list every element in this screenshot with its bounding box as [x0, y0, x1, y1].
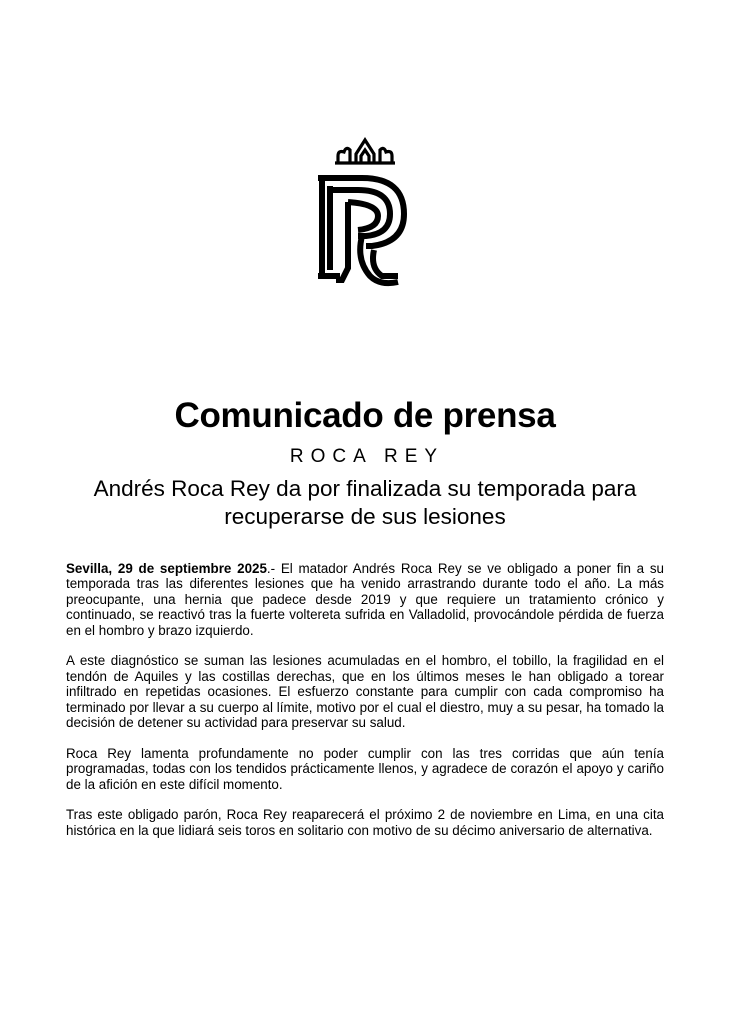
- paragraph: A este diagnóstico se suman las lesiones acumuladas en el hombro, el tobillo, la fragilidad en el tendón de Aquiles y las costillas derechas, que en los últimos meses le han obligado a torear infiltrado en repetidas ocasiones. El esfuerzo constante para cumplir con cada compromiso ha terminado por llevar a su cuerpo al límite, motivo por el cual el diestro, muy a su pesar, ha tomado la decisión de detener su actividad para preservar su salud.: [66, 653, 664, 731]
- page-subtitle: Andrés Roca Rey da por finalizada su temporada para recuperarse de sus lesiones: [93, 476, 637, 529]
- paragraph: Roca Rey lamenta profundamente no poder cumplir con las tres corridas que aún tenía programadas, todas con los tendidos prácticamente llenos, y agradece de corazón el apoyo y cariño de la afición en este difícil momento.: [66, 745, 664, 792]
- brand-name: ROCA REY: [289, 446, 445, 467]
- press-release-body: [66, 561, 664, 854]
- dateline: Sevilla, 29 de septiembre 2025: [66, 561, 267, 576]
- paragraph-text: .- El matador Andrés Roca Rey se ve obligado a poner fin a su temporada tras las diferentes lesiones que ha venido arrastrando durante todo el año. La más preocupante, una hernia que padece desde 2019 y que requiere un tratamiento crónico y continuado, se reactivó tras la fuerte voltereta sufrida en Valladolid, provocándole pérdida de fuerza en el hombro y brazo izquierdo.: [66, 561, 664, 638]
- paragraph: Tras este obligado parón, Roca Rey reaparecerá el próximo 2 de noviembre en Lima, en una cita histórica en la que lidiará seis toros en solitario con motivo de su décimo aniversario de alternativa.: [66, 807, 664, 838]
- page-title: Comunicado de prensa: [174, 396, 556, 435]
- crown-r-monogram-icon: [300, 130, 430, 300]
- paragraph: [66, 561, 664, 638]
